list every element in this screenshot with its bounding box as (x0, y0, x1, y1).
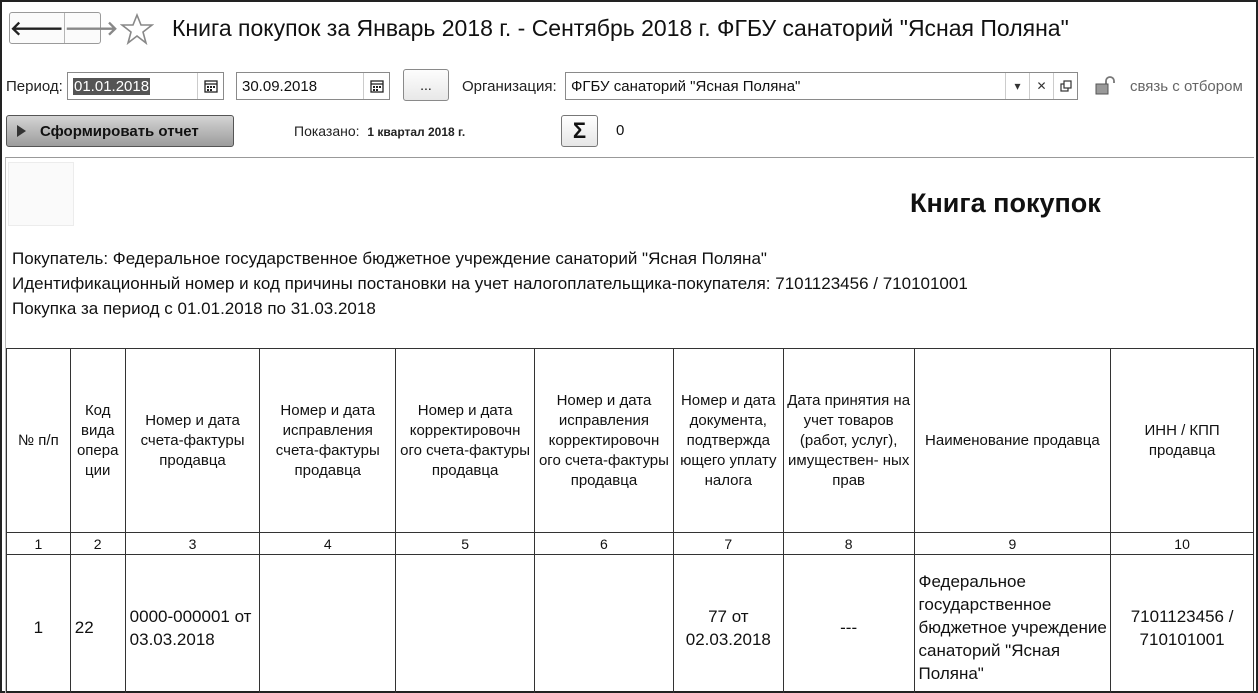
column-header: № п/п (7, 349, 71, 533)
column-number: 5 (396, 533, 535, 555)
period-line: Покупка за период с 01.01.2018 по 31.03.2018 (12, 299, 376, 318)
inn-line: Идентификационный номер и код причины постановки на учет налогоплательщика-покупателя: 7101123456 / 710101001 (12, 274, 968, 293)
table-row[interactable] (7, 555, 1254, 693)
cell-accept-date: --- (783, 555, 914, 693)
cell-code: 22 (70, 555, 125, 693)
organization-value: ФГБУ санаторий "Ясная Поляна" (571, 77, 801, 95)
back-button[interactable]: 🡐 (10, 17, 64, 40)
column-header: ИНН / КПП продавца (1111, 349, 1254, 533)
shown-value: 1 квартал 2018 г. (367, 125, 466, 139)
cell-invoice: 0000-000001 от 03.03.2018 (125, 555, 260, 693)
generate-report-label: Сформировать отчет (40, 122, 199, 140)
filter-link[interactable]: связь с отбором (1130, 78, 1243, 95)
play-icon (17, 125, 26, 137)
window-title: Книга покупок за Январь 2018 г. - Сентябрь 2018 г. ФГБУ санаторий "Ясная Поляна" (172, 15, 1069, 41)
column-number: 4 (260, 533, 396, 555)
column-header: Дата принятия на учет товаров (работ, услуг), имуществен- ных прав (783, 349, 914, 533)
period-from-field[interactable] (67, 72, 224, 100)
clear-icon[interactable]: ✕ (1029, 73, 1053, 99)
column-header: Код вида опера ции (70, 349, 125, 533)
period-label: Период: (6, 78, 63, 95)
shown-period (294, 123, 465, 139)
column-number-row (7, 533, 1254, 555)
table-header-row (7, 349, 1254, 533)
cell-inn-kpp: 7101123456 / 710101001 (1111, 555, 1254, 693)
period-from-value: 01.01.2018 (74, 77, 150, 95)
column-number: 3 (125, 533, 260, 555)
column-number: 8 (783, 533, 914, 555)
cell-num: 1 (7, 555, 71, 693)
column-number: 2 (70, 533, 125, 555)
column-header: Номер и дата исправления корректировочн ого счета-фактуры продавца (535, 349, 674, 533)
cell-seller: Федеральное государственное бюджетное учреждение санаторий "Ясная Поляна" (914, 555, 1111, 693)
report-title: Книга покупок (910, 188, 1101, 218)
forward-button[interactable]: 🡒 (64, 13, 119, 43)
open-icon[interactable] (1053, 73, 1077, 99)
cell-adj-correction (535, 555, 674, 693)
period-to-field[interactable] (236, 72, 390, 100)
cell-payment-doc: 77 от 02.03.2018 (673, 555, 783, 693)
shown-label: Показано: (294, 123, 360, 139)
generate-report-button[interactable] (6, 115, 234, 147)
column-header: Номер и дата документа, подтвержда ющего уплату налога (673, 349, 783, 533)
column-header: Номер и дата исправления счета-фактуры продавца (260, 349, 396, 533)
calendar-icon[interactable] (197, 73, 223, 99)
organization-field[interactable] (565, 72, 1078, 100)
link-lock-icon[interactable] (1094, 76, 1116, 96)
logo-placeholder (8, 162, 74, 226)
column-number: 6 (535, 533, 674, 555)
column-number: 7 (673, 533, 783, 555)
history-nav (9, 12, 119, 44)
column-number: 9 (914, 533, 1111, 555)
cell-correction (260, 555, 396, 693)
report-area[interactable] (5, 157, 1254, 693)
column-header: Номер и дата корректировочн ого счета-фактуры продавца (396, 349, 535, 533)
column-number: 1 (7, 533, 71, 555)
period-to-value: 30.09.2018 (242, 77, 318, 95)
buyer-line: Покупатель: Федеральное государственное бюджетное учреждение санаторий "Ясная Поляна" (12, 249, 767, 268)
organization-label: Организация: (462, 78, 557, 95)
column-number: 10 (1111, 533, 1254, 555)
column-header: Наименование продавца (914, 349, 1111, 533)
sum-button[interactable]: Σ (561, 115, 598, 147)
column-header: Номер и дата счета-фактуры продавца (125, 349, 260, 533)
dropdown-arrow-icon[interactable]: ▾ (1005, 73, 1029, 99)
favorite-star-icon[interactable] (120, 12, 154, 46)
calendar-icon[interactable] (363, 73, 389, 99)
purchase-book-table (6, 348, 1254, 693)
period-select-button[interactable]: ... (403, 69, 449, 101)
cell-adj-invoice (396, 555, 535, 693)
sum-value: 0 (616, 122, 625, 139)
